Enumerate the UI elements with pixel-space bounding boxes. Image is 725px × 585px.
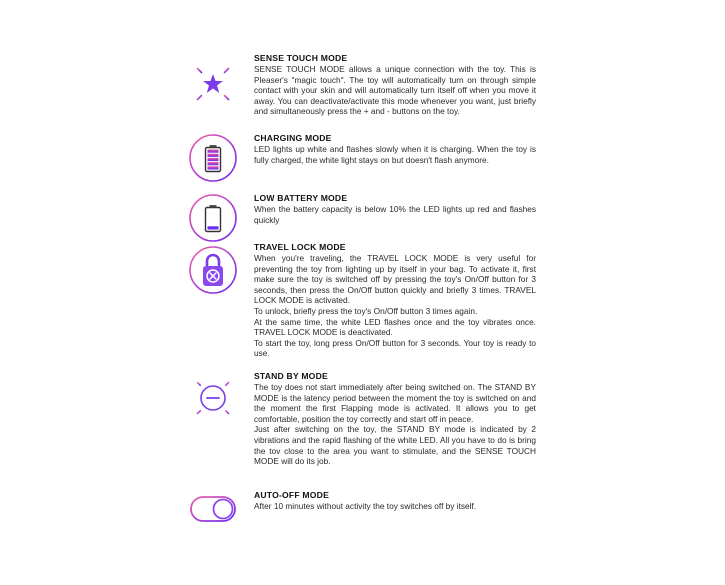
section-title: STAND BY MODE [254, 371, 328, 381]
battery-low-icon [188, 193, 238, 243]
section-body: To start the toy, long press On/Off button for 3 seconds. Your toy is ready to use. [254, 337, 536, 359]
sparkle-star-icon [188, 59, 238, 109]
padlock-icon [188, 245, 238, 295]
toggle-switch-icon [188, 484, 238, 534]
section-body: When the battery capacity is below 10% the LED lights up red and flashes quickly [254, 204, 536, 225]
section-title: CHARGING MODE [254, 133, 332, 143]
section-body: SENSE TOUCH MODE allows a unique connection with the toy. This is Pleaser's "magic touch". The toy will automatically turn on through simple contact with your skin and will automatically turn itself off when you move it away. You can deactivate/activate this mode whenever you want, just briefly and simultaneously press the + and - buttons on the toy. [254, 64, 536, 117]
section-title: SENSE TOUCH MODE [254, 53, 348, 63]
standby-minus-icon [188, 373, 238, 423]
section-body: Just after switching on the toy, the STAND BY mode is indicated by 2 vibrations and the rapid flashing of the white LED. All you have to do is bring the tov close to the area you want to stimulate, and the SENSE TOUCH MODE will do its job. [254, 424, 536, 467]
section-title: LOW BATTERY MODE [254, 193, 348, 203]
section-title: TRAVEL LOCK MODE [254, 242, 346, 252]
section-body: After 10 minutes without activity the toy switches off by itself. [254, 501, 477, 511]
section-body: LED lights up white and flashes slowly when it is charging. When the toy is fully charged, the white light stays on but doesn't flash anymore. [254, 144, 536, 165]
section-body: To unlock, briefly press the toy's On/Off button 3 times again. [254, 305, 478, 316]
section-body: At the same time, the white LED flashes once and the toy vibrates once. TRAVEL LOCK MODE is deactivated. [254, 316, 536, 338]
section-title: AUTO-OFF MODE [254, 490, 330, 500]
section-body: The toy does not start immediately after being switched on. The STAND BY MODE is the latency period between the moment the toy is switched on and the moment the first Flapping mode is activated. It allows you to get comfortable, position the toy correctly and start off in peace. [254, 382, 536, 424]
battery-full-icon [188, 133, 238, 183]
section-body: When you're traveling, the TRAVEL LOCK MODE is very useful for preventing the toy from lighting up by itself in your bag. To activate it, first make sure the toy is switched off by pressing the toy's On/Off button for 3 seconds, then press the On/Off button quickly and briefly 3 times. TRAVEL LOCK MODE is activated. [254, 253, 536, 306]
